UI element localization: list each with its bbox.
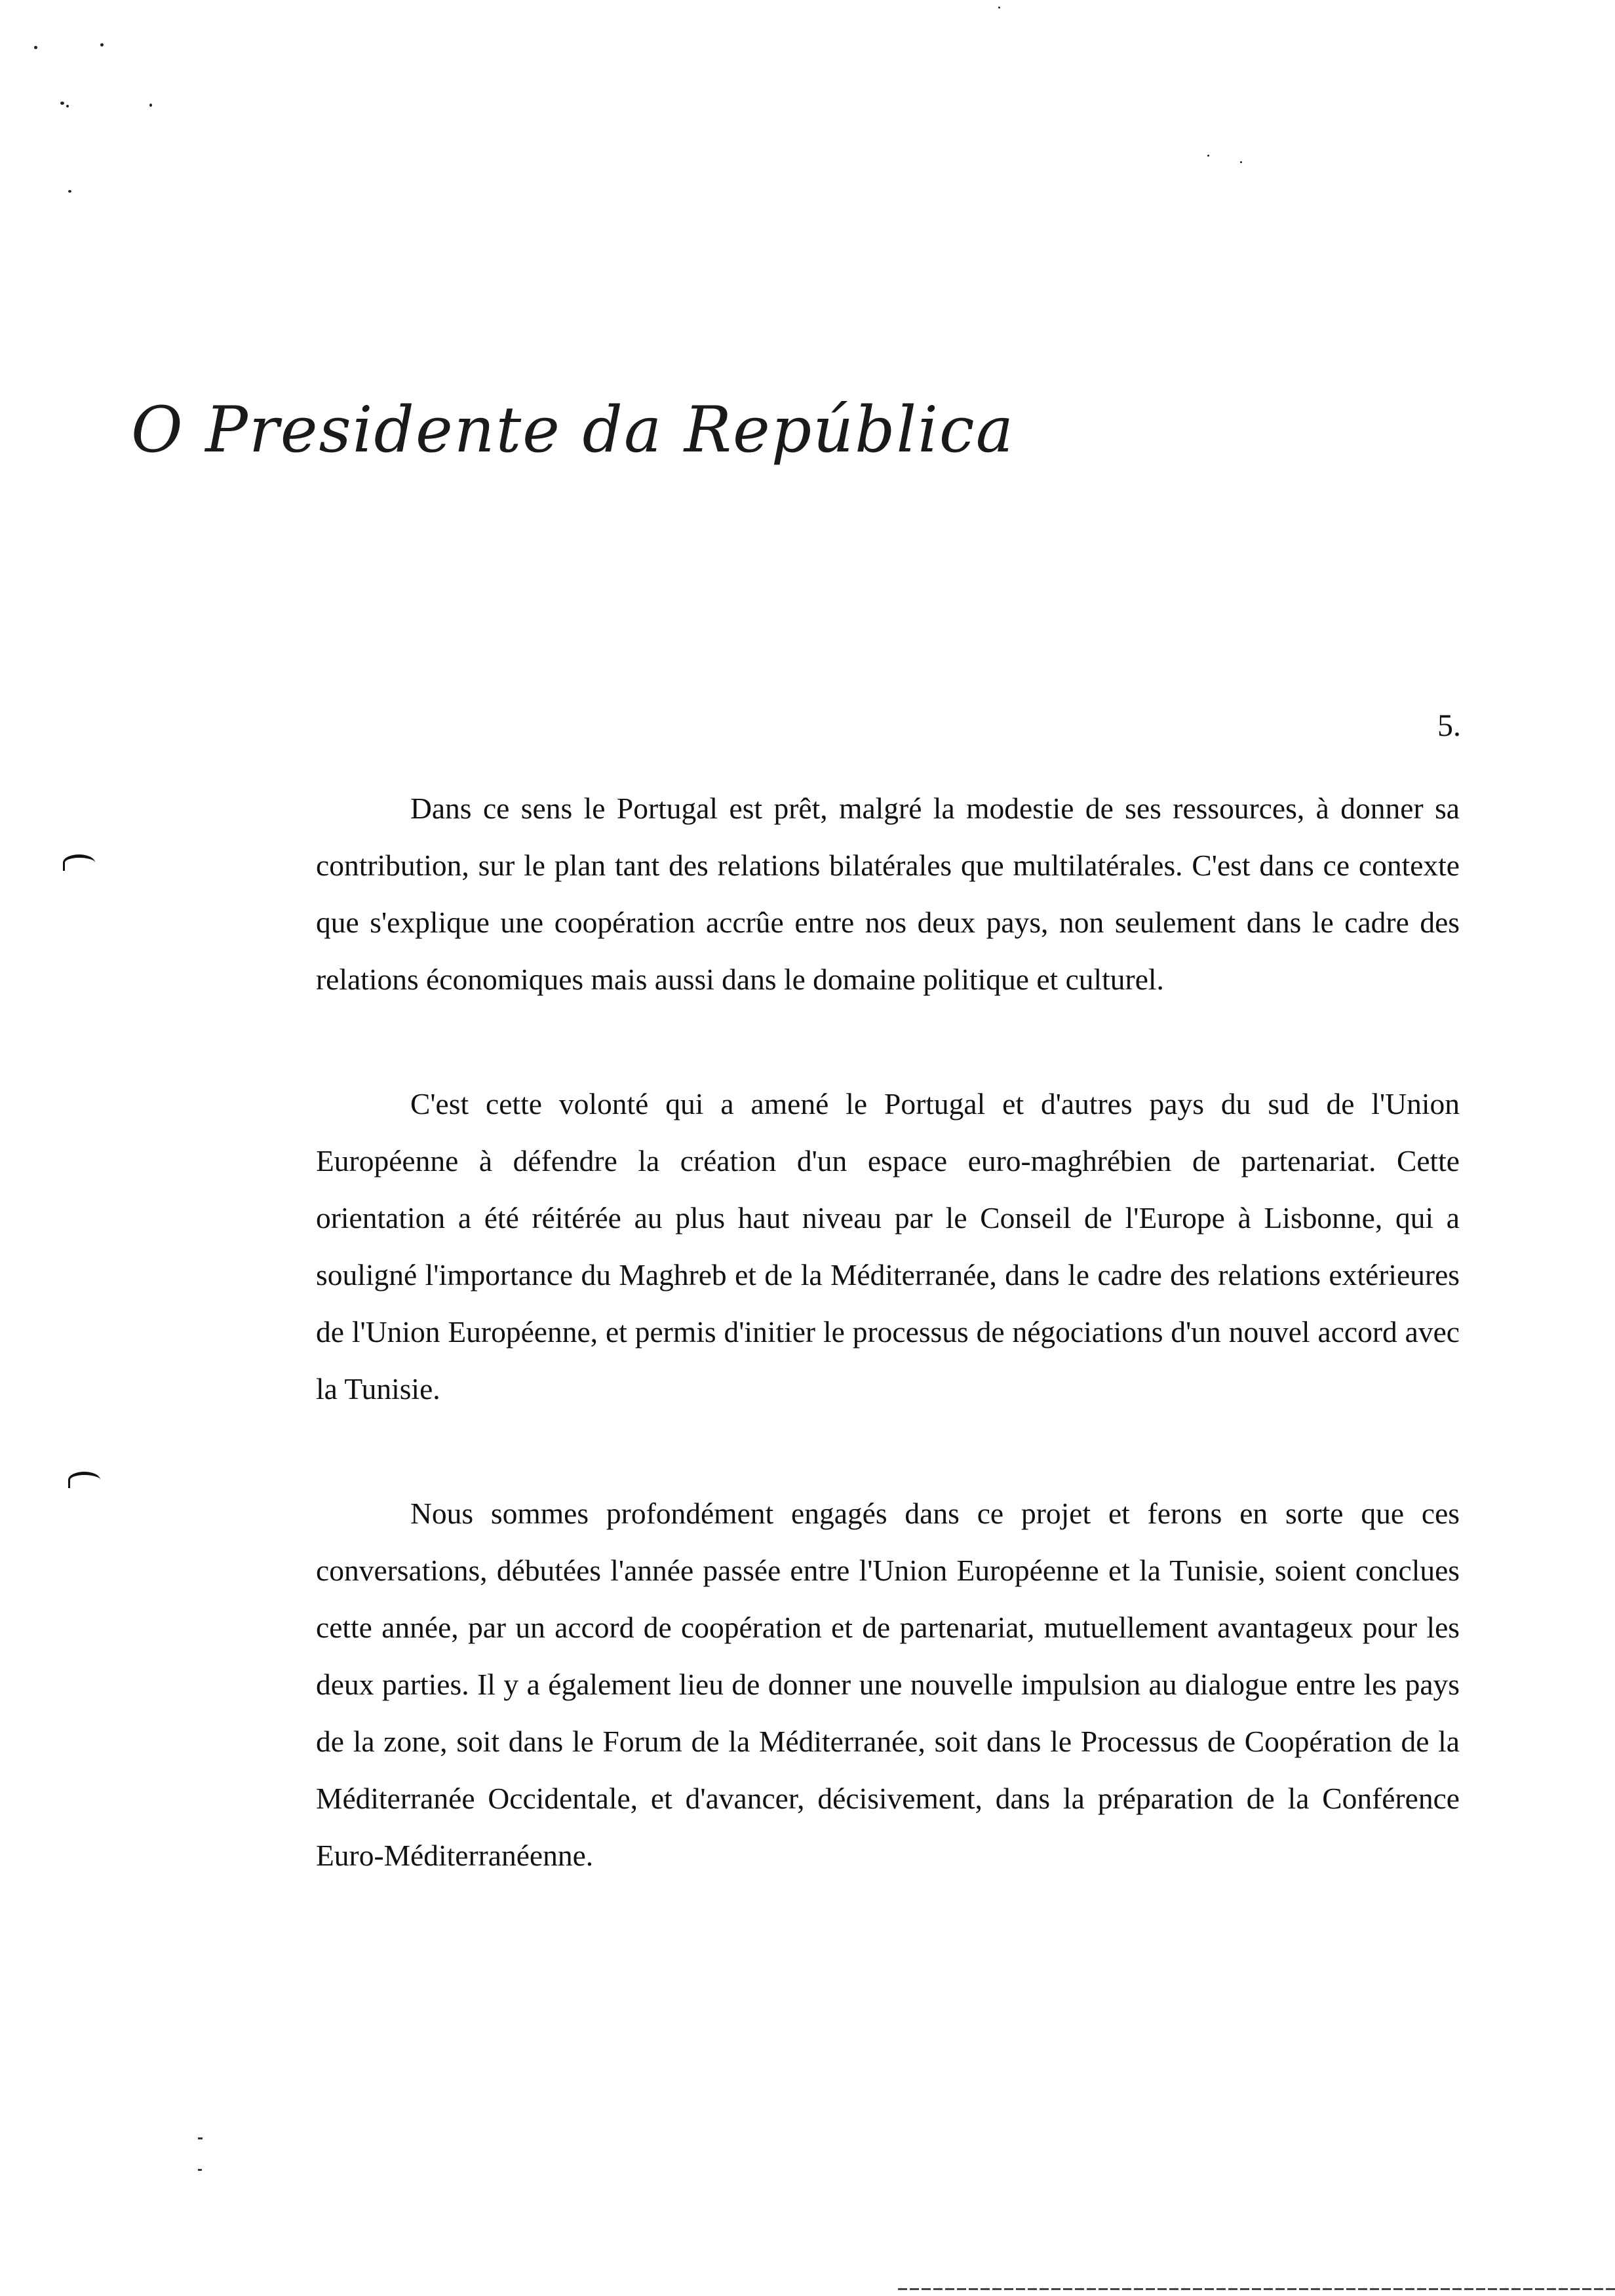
scan-speck xyxy=(66,105,69,107)
punch-hole-mark xyxy=(63,854,95,871)
scan-speck xyxy=(100,43,104,47)
paragraph: Nous sommes profondément engagés dans ce projet et ferons en sorte que ces conversations, débutées l'année passée entre l'Union Européenne et la Tunisie, soient conclues cette année, par un accord de coopération et de partenariat, mutuellement avantageux pour les deux parties. Il y a également lieu de donner une nouvelle impulsion au dialogue entre les pays de la zone, soit dans le Forum de la Méditerranée, soit dans le Processus de Coopération de la Méditerranée Occidentale, et d'avancer, décisivement, dans la préparation de la Conférence Euro-Méditerranéenne. xyxy=(316,1497,1460,1872)
paragraph: C'est cette volonté qui a amené le Portugal et d'autres pays du sud de l'Union Européenne à défendre la création d'un espace euro-maghrébien de partenariat. Cette orientation a été réitérée au plus haut niveau par le Conseil de l'Europe à Lisbonne, qui a souligné l'importance du Maghreb et de la Méditerranée, dans le cadre des relations extérieures de l'Union Européenne, et permis d'initier le processus de négociations d'un nouvel accord avec la Tunisie. xyxy=(316,1087,1460,1406)
scan-speck xyxy=(1240,161,1242,163)
letterhead-title: O Presidente da República xyxy=(131,393,1015,467)
punch-hole-mark xyxy=(68,1472,100,1488)
scan-speck xyxy=(68,190,71,193)
scan-speck xyxy=(34,46,37,49)
scan-speck xyxy=(1207,155,1209,157)
page-number: 5. xyxy=(1437,708,1461,743)
scan-speck xyxy=(149,104,152,107)
scan-speck xyxy=(998,7,1000,9)
paragraph: Dans ce sens le Portugal est prêt, malgré la modestie de ses ressources, à donner sa contribution, sur le plan tant des relations bilatérales que multilatérales. C'est dans ce contexte que s'explique une coopération accrûe entre nos deux pays, non seulement dans le cadre des relations économiques mais aussi dans le domaine politique et culturel. xyxy=(316,792,1460,996)
scan-dash xyxy=(198,2169,202,2171)
scan-speck xyxy=(60,102,64,105)
letter-body xyxy=(316,780,1460,1951)
scan-dash xyxy=(198,2137,203,2139)
scan-edge-line xyxy=(898,2288,1615,2290)
